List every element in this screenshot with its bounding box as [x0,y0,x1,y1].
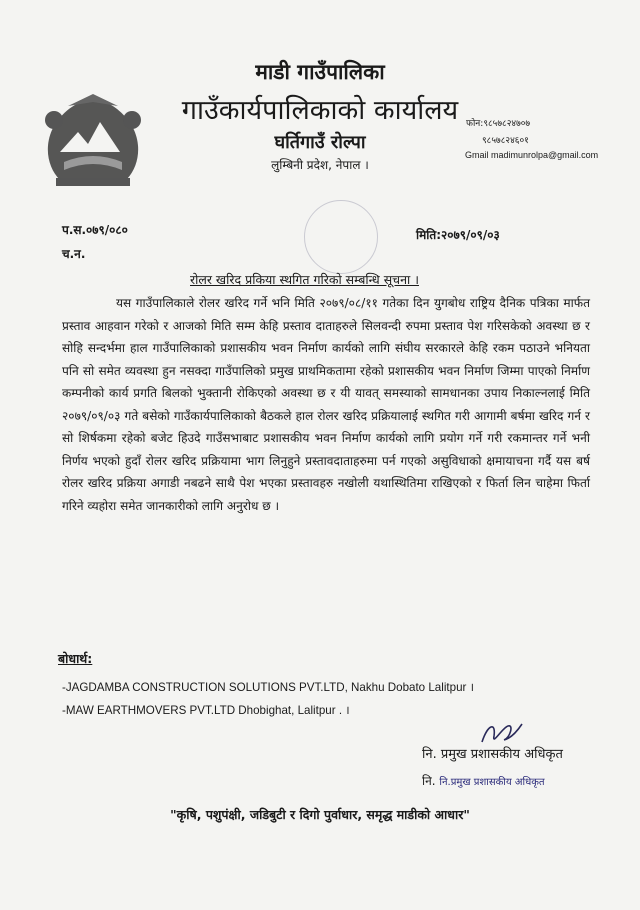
office-title: गाउँकार्यपालिकाको कार्यालय [181,95,459,126]
cc-recipient-1: -JAGDAMBA CONSTRUCTION SOLUTIONS PVT.LTD, Nakhu Dobato Lalitpur । [62,681,474,694]
notice-subject: रोलर खरिद प्रकिया स्थगित गरिको सम्बन्धि सूचना । [190,272,419,287]
nepal-emblem-icon [34,92,152,192]
notice-body: यस गाउँपालिकाले रोलर खरिद गर्ने भनि मिति २०७९/०८/११ गतेका दिन युगबोध राष्ट्रिय दैनिक पत्रिका मार्फत प्रस्ताव आहवान गरेको र आजको मिति सम्म केहि प्रस्ताव दाताहरुले सिलवन्दी रुपमा प्रस्ताव पेश गरिसकेको अवस्था छ र सोहि सन्दर्भमा हाल गाउँपालिकाको प्रशासकीय भवन निर्माण कार्यको लागि संघीय सरकारले केहि रकम पठाउने भनियता पनि सो समेत व्यवस्था हुन नसक्दा गाउँपालिको प्रमुख प्राथमिकतामा रहेको प्रशासकीय भवन निर्माण जिम्मा पाएको निर्माण कम्पनीको कार्य प्रगति बिलको भुक्तानी रोकिएको अवस्था छ र यी यावत् समस्याको सामधानका उपाय निकाल्नलाई मिति २०७९/०९/०३ गते बसेको गाउँकार्यपालिकाको बैठकले हाल रोलर खरिद प्रक्रियालाई स्थगित गरी आगामी बर्षमा खरिद गर्न र सो शिर्षकमा रहेको बजेट हिउदे गाउँसभाबाट प्रशासकीय भवन निर्माण कार्यको लागि प्रयोग गर्ने गरी रकमान्तर गर्ने भनी निर्णय भएको हुदाँ रोलर खरिद प्रक्रियामा भाग लिनुहुने प्रस्तावदाताहरुमा पर्न गएको असुविधाको क्षमायाचना गर्दै यस बर्ष रोलर खरिद प्रक्रिया अगाडी नबढने साथै पेश भएका प्रस्तावहरु नखोली यथास्थितिमा राखिएको र फिर्ता लिन चाहेमा फिर्ता गरिने व्यहोरा समेत जानकारीको लागि अनुरोध छ । [62,296,590,513]
document-date: मिति:२०७९/०९/०३ [416,228,500,242]
office-location: घर्तिगाउँ रोल्पा [274,132,366,153]
reference-number: प.स.०७९/०८० [62,223,128,237]
province: लुम्बिनी प्रदेश, नेपाल । [271,158,369,172]
org-name: माडी गाउँपालिका [255,60,385,84]
office-seal-stamp [304,200,378,274]
email-address: Gmail madimunrolpa@gmail.com [465,150,599,160]
signatory-title: नि. प्रमुख प्रशासकीय अधिकृत [422,747,563,762]
phone-number-2: ९८५७८२४६०१ [482,136,529,146]
phone-label: फोन: [466,119,484,129]
signatory-stamp-line [422,772,545,789]
municipality-motto: "कृषि, पशुपंक्षी, जडिबुटी र दिगो पुर्वाधार, समृद्ध माडीको आधार" [170,807,470,822]
cc-recipient-2: -MAW EARTHMOVERS PVT.LTD Dhobighat, Lalitpur . । [62,704,350,717]
phone-line-1 [466,116,530,129]
cc-title: बोधार्थ: [58,651,93,666]
phone-number-1: ९८५७८२४७०७ [483,119,531,129]
dispatch-number: च.न. [62,247,86,261]
signatory-prefix: नि. [422,774,436,788]
signatory-stamp: नि.प्रमुख प्रशासकीय अधिकृत [439,777,545,788]
